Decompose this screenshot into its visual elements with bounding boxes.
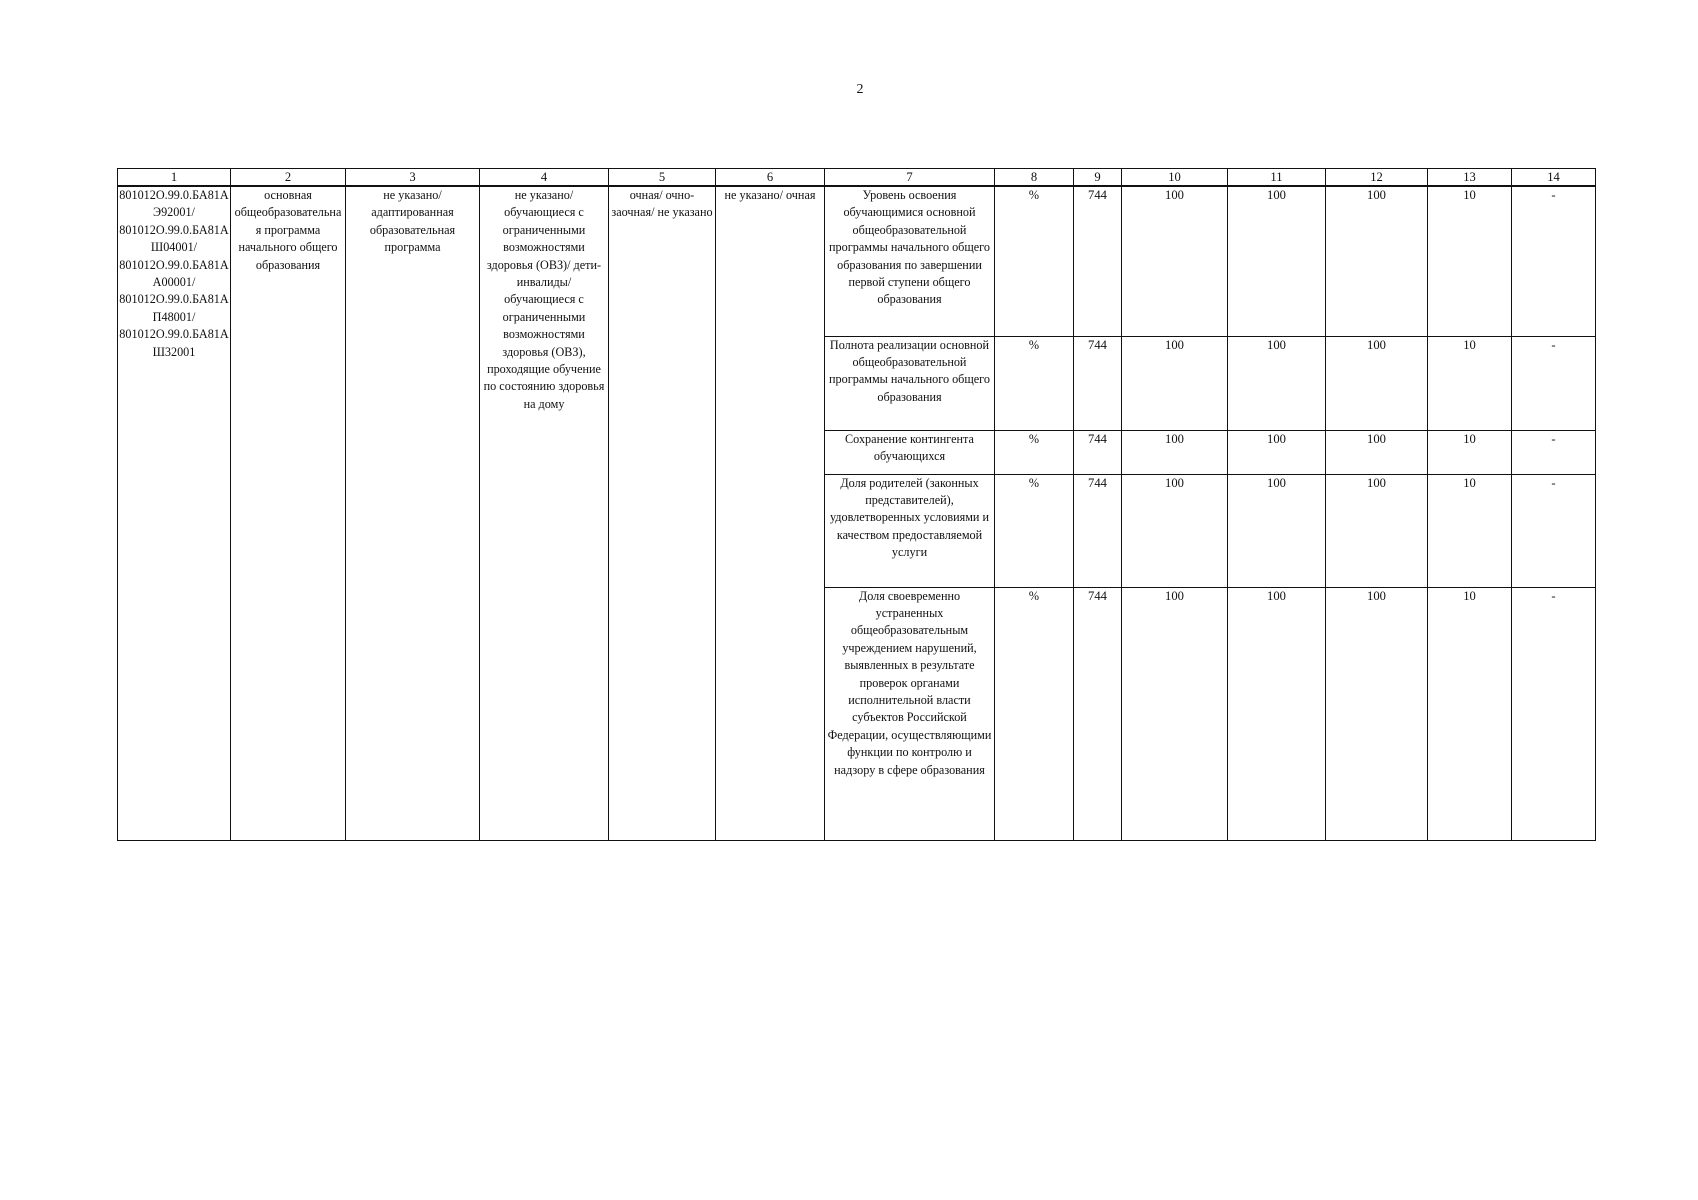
- okei-code-cell: 744: [1074, 430, 1122, 474]
- column-number: 4: [480, 169, 609, 187]
- student-category-cell: не указано/ обучающиеся с ограниченными возможностями здоровья (ОВЗ)/ дети-инвалиды/ обучающиеся с ограниченными возможностями здоровья (ОВЗ), проходящие обучение по состоянию здоровья на дому: [480, 186, 609, 840]
- column-number: 10: [1122, 169, 1228, 187]
- unit-cell: %: [995, 336, 1074, 430]
- value-cell: 100: [1326, 474, 1428, 587]
- indicator-name: Доля своевременно устраненных общеобразовательным учреждением нарушений, выявленных в результате проверок органами исполнительной власти субъектов Российской Федерации, осуществляющими функции по контролю и надзору в сфере образования: [825, 587, 995, 840]
- deviation-abs-cell: -: [1512, 336, 1596, 430]
- value-cell: 100: [1122, 336, 1228, 430]
- column-number: 13: [1428, 169, 1512, 187]
- unit-cell: %: [995, 430, 1074, 474]
- indicator-name: Уровень освоения обучающимися основной общеобразовательной программы начального общего образования по завершении первой ступени общего образования: [825, 186, 995, 336]
- page-number: 2: [856, 82, 864, 97]
- value-cell: 100: [1122, 430, 1228, 474]
- deviation-abs-cell: -: [1512, 474, 1596, 587]
- indicator-name: Доля родителей (законных представителей), удовлетворенных условиями и качеством предоставляемой услуги: [825, 474, 995, 587]
- indicator-name: Сохранение контингента обучающихся: [825, 430, 995, 474]
- value-cell: 100: [1326, 430, 1428, 474]
- education-form-cell: очная/ очно-заочная/ не указано: [609, 186, 716, 840]
- deviation-cell: 10: [1428, 474, 1512, 587]
- column-number: 1: [118, 169, 231, 187]
- value-cell: 100: [1228, 430, 1326, 474]
- value-cell: 100: [1228, 587, 1326, 840]
- value-cell: 100: [1326, 336, 1428, 430]
- deviation-abs-cell: -: [1512, 430, 1596, 474]
- table-row: [118, 186, 1596, 336]
- deviation-abs-cell: -: [1512, 186, 1596, 336]
- column-number: 14: [1512, 169, 1596, 187]
- value-cell: 100: [1326, 587, 1428, 840]
- column-number: 6: [716, 169, 825, 187]
- column-number: 7: [825, 169, 995, 187]
- okei-code-cell: 744: [1074, 186, 1122, 336]
- column-number: 3: [346, 169, 480, 187]
- column-number: 11: [1228, 169, 1326, 187]
- value-cell: 100: [1122, 474, 1228, 587]
- deviation-cell: 10: [1428, 336, 1512, 430]
- column-number: 8: [995, 169, 1074, 187]
- column-numbers-row: [118, 169, 1596, 187]
- value-cell: 100: [1122, 587, 1228, 840]
- deviation-cell: 10: [1428, 186, 1512, 336]
- column-number: 9: [1074, 169, 1122, 187]
- okei-code-cell: 744: [1074, 474, 1122, 587]
- unit-cell: %: [995, 474, 1074, 587]
- value-cell: 100: [1326, 186, 1428, 336]
- unit-cell: %: [995, 587, 1074, 840]
- deviation-cell: 10: [1428, 430, 1512, 474]
- program-type-cell: не указано/ адаптированная образовательная программа: [346, 186, 480, 840]
- value-cell: 100: [1228, 474, 1326, 587]
- indicators-table: [117, 168, 1596, 841]
- indicator-name: Полнота реализации основной общеобразовательной программы начального общего образования: [825, 336, 995, 430]
- unit-cell: %: [995, 186, 1074, 336]
- education-mode-cell: не указано/ очная: [716, 186, 825, 840]
- value-cell: 100: [1228, 186, 1326, 336]
- column-number: 5: [609, 169, 716, 187]
- program-cell: основная общеобразовательная программа начального общего образования: [231, 186, 346, 840]
- okei-code-cell: 744: [1074, 587, 1122, 840]
- registry-number-cell: 801012О.99.0.БА81АЭ92001/ 801012О.99.0.БА81АШ04001/ 801012О.99.0.БА81АА00001/ 801012О.99.0.БА81АП48001/ 801012О.99.0.БА81АШ32001: [118, 186, 231, 840]
- deviation-cell: 10: [1428, 587, 1512, 840]
- value-cell: 100: [1122, 186, 1228, 336]
- deviation-abs-cell: -: [1512, 587, 1596, 840]
- value-cell: 100: [1228, 336, 1326, 430]
- column-number: 2: [231, 169, 346, 187]
- column-number: 12: [1326, 169, 1428, 187]
- okei-code-cell: 744: [1074, 336, 1122, 430]
